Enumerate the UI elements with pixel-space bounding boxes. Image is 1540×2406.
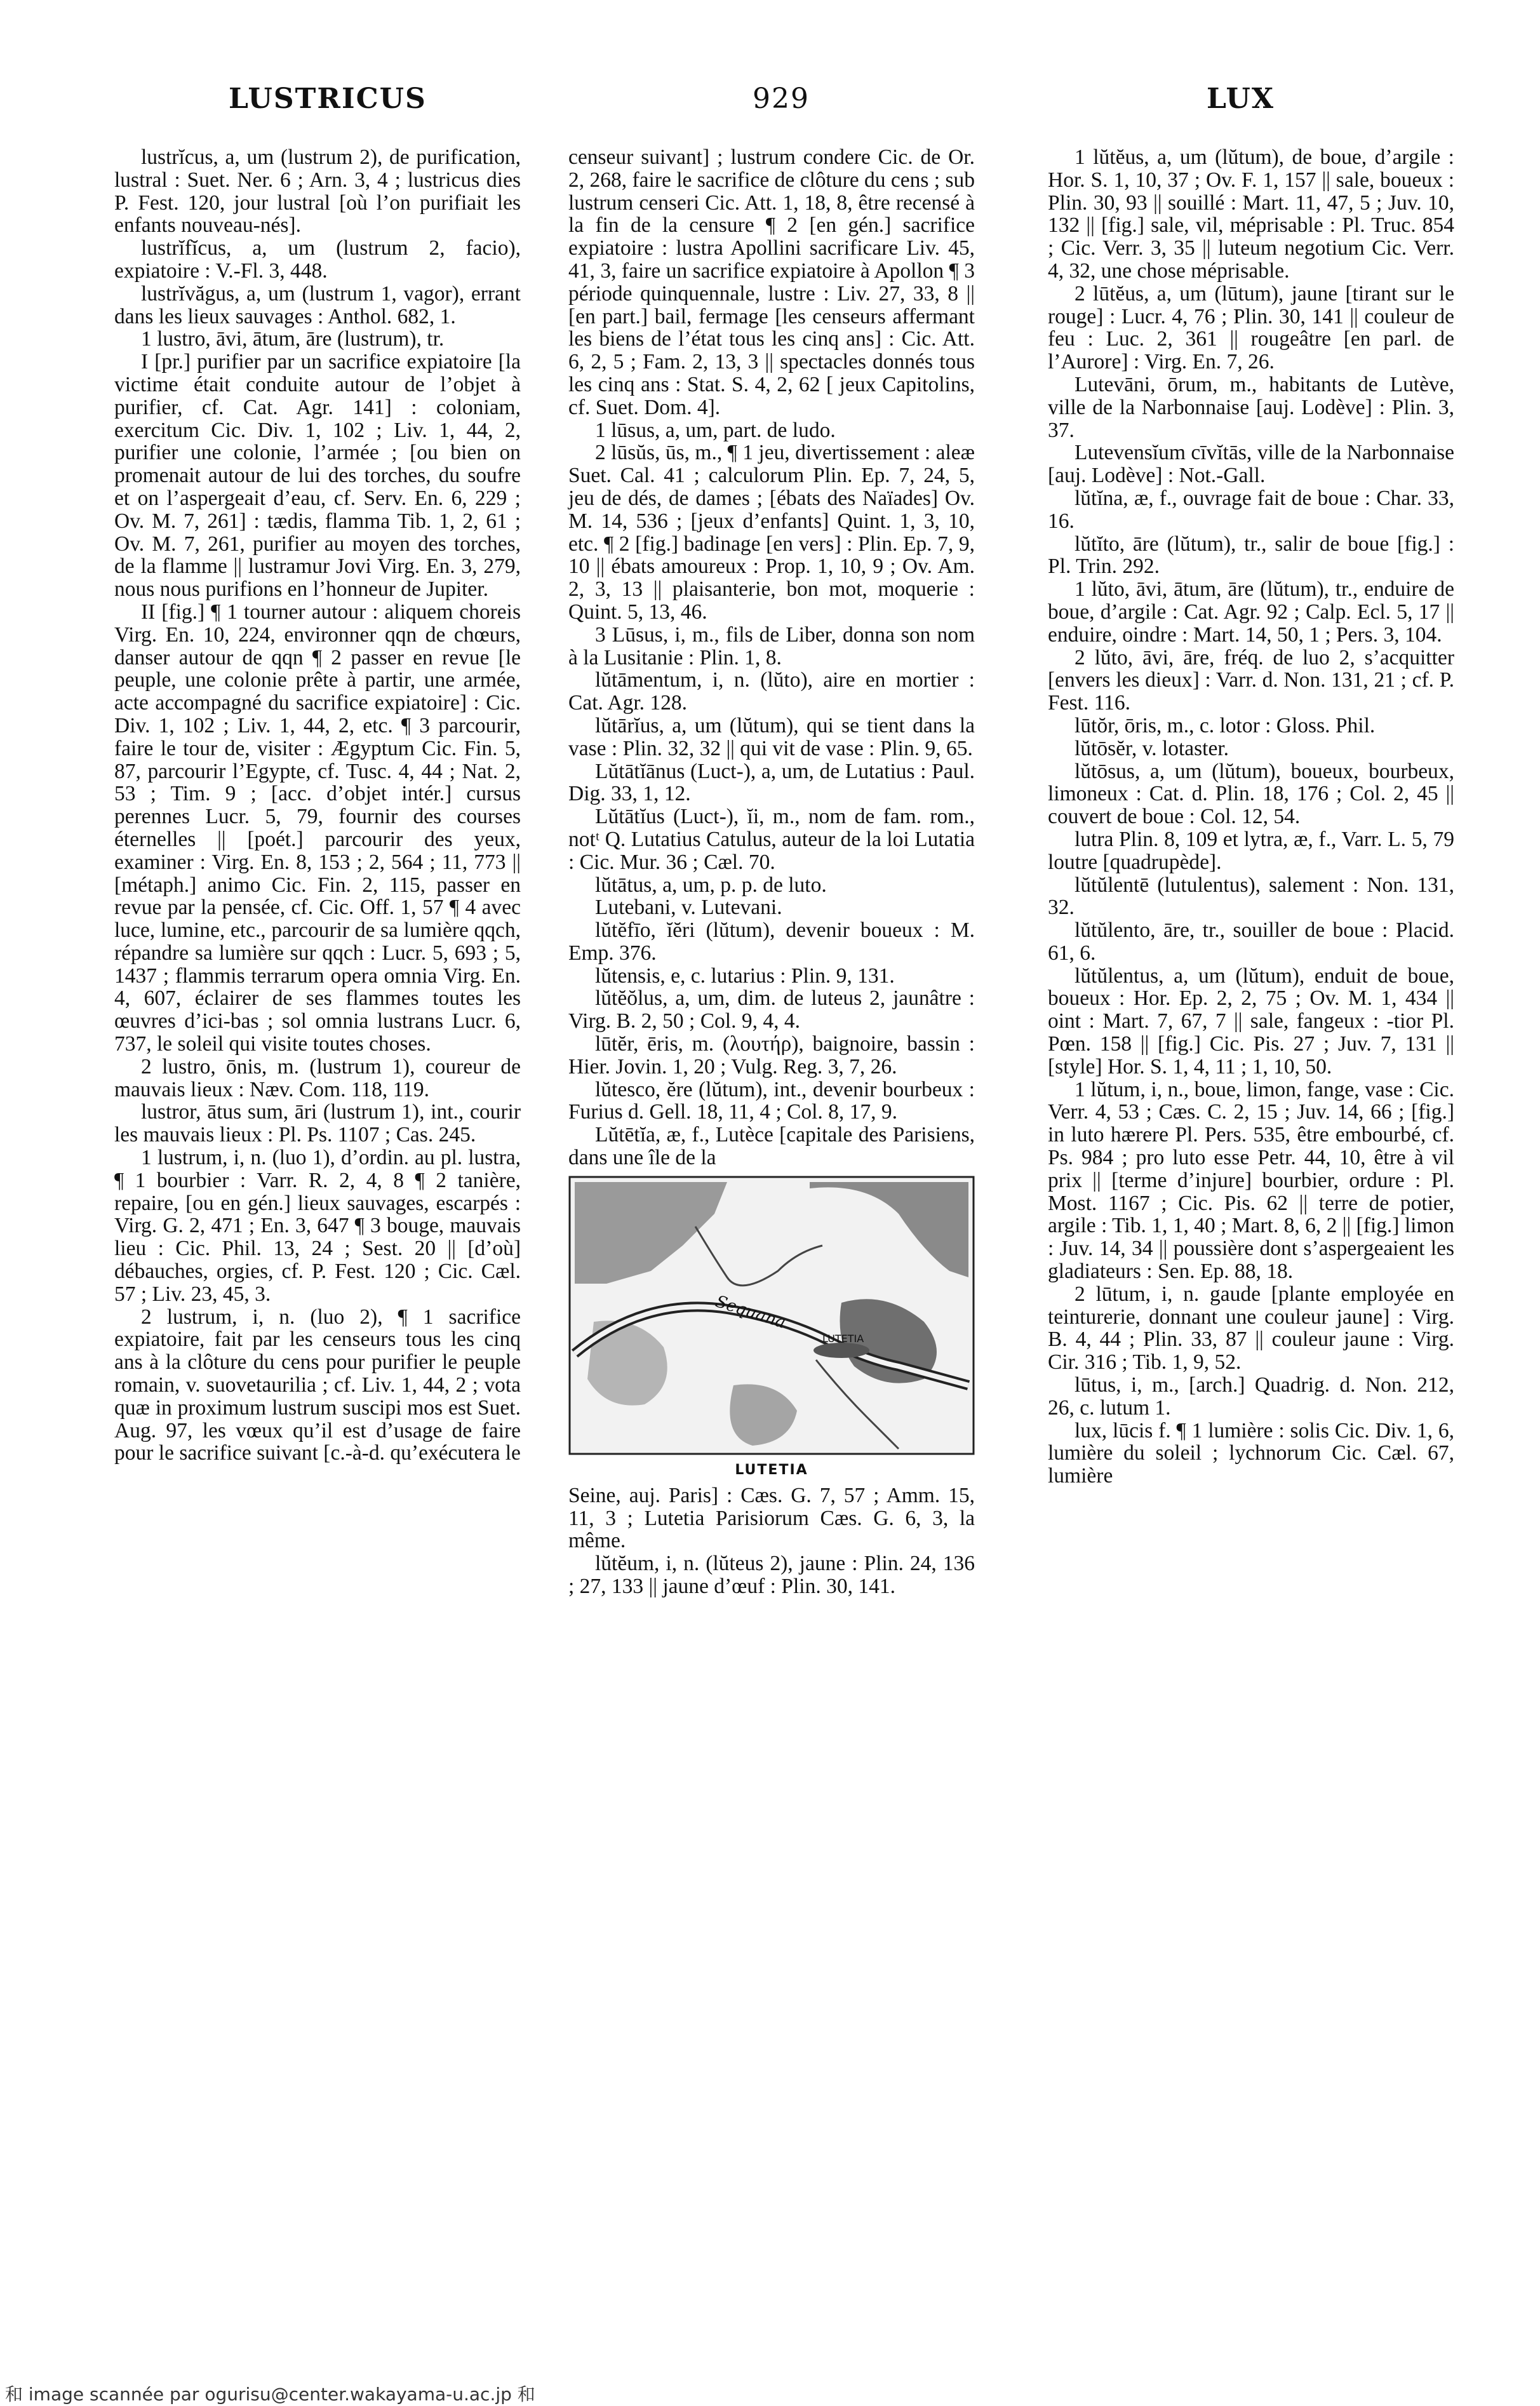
column-1: [114, 146, 521, 1465]
dictionary-entry: 2 lūtĕus, a, um (lūtum), jaune [tirant sur le rouge] : Lucr. 4, 76 ; Plin. 30, 141 || couleur de feu : Luc. 2, 361 || rougeâtre [en parl. de l’Aurore] : Virg. En. 7, 26.: [1048, 281, 1454, 374]
dictionary-entry: 1 lŭto, āvi, ātum, āre (lŭtum), tr., enduire de boue, d’argile : Cat. Agr. 92 ; Calp. Ecl. 5, 17 || enduire, oindre : Mart. 14, 50, 1 ; Pers. 3, 104.: [1048, 577, 1454, 647]
column-3: [1048, 146, 1454, 1488]
dictionary-entry: lustrĭcus, a, um (lustrum 2), de purification, lustral : Suet. Ner. 6 ; Arn. 3, 4 ; lustricus dies P. Fest. 120, jour lustral [où l’on purifiait les enfants nouveau-nés].: [114, 145, 521, 238]
scan-credit: 和 image scannée par ogurisu@center.wakayama-u.ac.jp 和: [5, 2384, 535, 2405]
dictionary-entry: 3 Lūsus, i, m., fils de Liber, donna son nom à la Lusitanie : Plin. 1, 8.: [568, 622, 975, 669]
town-label: LUTETIA: [822, 1332, 864, 1345]
dictionary-entry: lŭtensis, e, c. lutarius : Plin. 9, 131.: [595, 964, 895, 988]
dictionary-entry: Lŭtātĭānus (Luct-), a, um, de Lutatius : Paul. Dig. 33, 1, 12.: [568, 759, 975, 806]
dictionary-entry: II [fig.] ¶ 1 tourner autour : aliquem choreis Virg. En. 10, 224, environner qqn de chœurs, danser autour de qqn ¶ 2 passer en revue [le peuple, une colonie prête à partir, une armée, acte accompagné du sacrifice expiatoire] : Cic. Div. 1, 102 ; Liv. 1, 44, 2, etc. ¶ 3 parcourir, faire le tour de, visiter : Ægyptum Cic. Fin. 5, 87, parcourir l’Egypte, cf. Tusc. 4, 44 ; Nat. 2, 53 ; Tim. 9 ; [acc. d’objet intér.] cursus perennes Lucr. 5, 79, fournir des courses éternelles || [poét.] parcourir des yeux, examiner : Virg. En. 8, 153 ; 2, 564 ; 11, 773 || [métaph.] animo Cic. Fin. 2, 115, passer en revue par la pensée, cf. Cic. Off. 1, 57 ¶ 4 avec luce, lumine, etc., parcourir de sa lumière qqch, répandre sa lumière sur qqch : Lucr. 5, 693 ; 5, 1437 ; flammis terrarum opera omnia Virg. En. 4, 607, éclairer de ses flammes toutes les œuvres d’ici-bas ; sol omnia lustrans Lucr. 6, 737, le soleil qui visite toutes choses.: [114, 600, 521, 1056]
dictionary-entry: 2 lustrum, i, n. (luo 2), ¶ 1 sacrifice expiatoire, fait par les censeurs tous les cinq ans à la clôture du cens pour purifier le peuple romain, v. suovetaurilia ; cf. Liv. 1, 44, 2 ; vota quæ in proximum lustrum suscipi mos est Suet. Aug. 97, les vœux qu’il est d’usage de faire pour le sacrifice suivant [c.-à-d. qu’exécutera le: [114, 1305, 521, 1465]
dictionary-entry: lustror, ātus sum, āri (lustrum 1), int., courir les mauvais lieux : Pl. Ps. 1107 ; Cas. 245.: [114, 1100, 521, 1147]
dictionary-entry: 2 lūtum, i, n. gaude [plante employée en teinturerie, donnant une couleur jaune] : Virg. B. 4, 44 ; Plin. 33, 87 || couleur jaune : Virg. Cir. 316 ; Tib. 1, 9, 52.: [1048, 1282, 1454, 1374]
running-head-right: LUX: [1207, 83, 1275, 115]
dictionary-entry: lŭtĕfīo, ĭĕri (lŭtum), devenir boueux : M. Emp. 376.: [568, 918, 975, 965]
dictionary-entry: lŭtārĭus, a, um (lŭtum), qui se tient dans la vase : Plin. 32, 32 || qui vit de vase : Plin. 9, 65.: [568, 713, 975, 760]
dictionary-entry: 1 lŭtum, i, n., boue, limon, fange, vase : Cic. Verr. 4, 53 ; Cæs. C. 2, 15 ; Juv. 14, 66 ; [fig.] in luto hærere Pl. Pers. 535, être embourbé, cf. Ps. 984 ; pro luto esse Petr. 44, 10, être à vil prix || [terme d’injure] bourbier, ordure : Pl. Most. 1167 ; Cic. Pis. 62 || terre de potier, argile : Tib. 1, 1, 40 ; Mart. 8, 6, 2 || [fig.] limon : Juv. 14, 34 || poussière dont s’aspergeaient les gladiateurs : Sen. Ep. 88, 18.: [1048, 1077, 1454, 1284]
dictionary-entry: Lutebani, v. Lutevani.: [595, 896, 782, 920]
dictionary-entry: lŭtŭlentē (lutulentus), salement : Non. 131, 32.: [1048, 873, 1454, 920]
dictionary-entry: 2 lūsŭs, ūs, m., ¶ 1 jeu, divertissement : aleæ Suet. Cal. 41 ; calculorum Plin. Ep. 7, 24, 5, jeu de dés, de dames ; [ébats des Naïades] Ov. M. 14, 536 ; [jeux d’enfants] Quint. 1, 3, 10, etc. ¶ 2 [fig.] badinage [en vers] : Plin. Ep. 7, 9, 10 || ébats amoureux : Prop. 1, 10, 9 ; Ov. Am. 2, 3, 13 || plaisanterie, bon mot, moquerie : Quint. 5, 13, 46.: [568, 441, 975, 624]
dictionary-entry: Lutevāni, ōrum, m., habitants de Lutève, ville de la Narbonnaise [auj. Lodève] : Plin. 3, 37.: [1048, 372, 1454, 442]
dictionary-entry: lŭtĕum, i, n. (lŭteus 2), jaune : Plin. 24, 136 ; 27, 133 || jaune d’œuf : Plin. 30, 141.: [568, 1552, 975, 1599]
dictionary-entry: 2 lustro, ōnis, m. (lustrum 1), coureur de mauvais lieux : Næv. Com. 118, 119.: [114, 1054, 521, 1101]
dictionary-entry: 1 lūsus, a, um, part. de ludo.: [595, 418, 836, 442]
dictionary-entry: lux, lūcis f. ¶ 1 lumière : solis Cic. Div. 1, 6, lumière du soleil ; lychnorum Cic. Cæl. 67, lumière: [1048, 1418, 1454, 1488]
dictionary-entry: I [pr.] purifier par un sacrifice expiatoire [la victime était conduite autour de l’objet à purifier, cf. Cat. Agr. 141] : coloniam, exercitum Cic. Div. 1, 102 ; Liv. 1, 44, 2, purifier une colonie, l’armée ; [ou bien on promenait autour de lui des torches, du soufre et on l’aspergeait d’eau, cf. Serv. En. 6, 229 ; Ov. M. 7, 261] : tædis, flamma Tib. 1, 2, 61 ; Ov. M. 7, 261, purifier au moyen des torches, de la flamme || lustramur Jovi Virg. En. 3, 279, nous nous purifions en l’honneur de Jupiter.: [114, 350, 521, 602]
dictionary-entry: lŭtĭto, āre (lŭtum), tr., salir de boue [fig.] : Pl. Trin. 292.: [1048, 532, 1454, 579]
dictionary-entry: lŭtŭlento, āre, tr., souiller de boue : Placid. 61, 6.: [1048, 918, 1454, 965]
dictionary-entry: lustrĭfĭcus, a, um (lustrum 2, facio), expiatoire : V.-Fl. 3, 448.: [114, 236, 521, 283]
dictionary-entry: Lŭtātĭus (Luct-), ĭi, m., nom de fam. rom., notᵗ Q. Lutatius Catulus, auteur de la loi Lutatia : Cic. Mur. 36 ; Cæl. 70.: [568, 805, 975, 874]
running-head-left: LUSTRICUS: [229, 83, 427, 115]
dictionary-entry: lŭtātus, a, um, p. p. de luto.: [595, 873, 827, 897]
dictionary-entry: lutra Plin. 8, 109 et lytra, æ, f., Varr. L. 5, 79 loutre [quadrupède].: [1048, 827, 1454, 874]
dictionary-entry: lūtŏr, ōris, m., c. lotor : Gloss. Phil.: [1075, 713, 1376, 737]
dictionary-entry: lŭtāmentum, i, n. (lŭto), aire en mortier : Cat. Agr. 128.: [568, 668, 975, 715]
dictionary-entry: censeur suivant] ; lustrum condere Cic. de Or. 2, 268, faire le sacrifice de clôture du cens ; sub lustrum censeri Cic. Att. 1, 18, 8, être recensé à la fin de la censure ¶ 2 [en gén.] sacrifice expiatoire : lustra Apollini sacrificare Liv. 45, 41, 3, faire un sacrifice expiatoire à Apollon ¶ 3 période quinquennale, lustre : Liv. 27, 33, 8 || [en part.] bail, fermage [les censeurs affermant les biens de l’état tous les cinq ans] : Cic. Att. 6, 2, 5 ; Fam. 2, 13, 3 || spectacles donnés tous les cinq ans : Stat. S. 4, 2, 62 [ jeux Capitolins, cf. Suet. Dom. 4].: [568, 145, 975, 419]
dictionary-entry: lustrĭvăgus, a, um (lustrum 1, vagor), errant dans les lieux sauvages : Anthol. 682, 1.: [114, 281, 521, 328]
dictionary-entry: 2 lŭto, āvi, āre, fréq. de luo 2, s’acquitter [envers les dieux] : Varr. d. Non. 131, 21 ; cf. P. Fest. 116.: [1048, 645, 1454, 715]
dictionary-entry: 1 lustro, āvi, ātum, āre (lustrum), tr.: [141, 327, 445, 351]
column-2: [568, 146, 975, 1598]
dictionary-entry: lŭtōsĕr, v. lotaster.: [1075, 736, 1229, 760]
dictionary-entry: 1 lustrum, i, n. (luo 1), d’ordin. au pl. lustra, ¶ 1 bourbier : Varr. R. 2, 4, 8 ¶ 2 tanière, repaire, [ou en gén.] lieux sauvages, escarpés : Virg. G. 2, 471 ; En. 3, 647 ¶ 3 bouge, mauvais lieu : Cic. Phil. 13, 24 ; Sest. 20 || [d’où] débauches, orgies, cf. P. Fest. 120 ; Cic. Cæl. 57 ; Liv. 23, 45, 3.: [114, 1146, 521, 1306]
dictionary-entry: lūtĕr, ēris, m. (λουτήρ), baignoire, bassin : Hier. Jovin. 1, 20 ; Vulg. Reg. 3, 7, 26.: [568, 1032, 975, 1079]
river-label: Sequana: [713, 1291, 788, 1333]
dictionary-entry: Lutevensĭum cīvĭtās, ville de la Narbonnaise [auj. Lodève] : Not.-Gall.: [1048, 441, 1454, 488]
dictionary-entry: Seine, auj. Paris] : Cæs. G. 7, 57 ; Amm. 15, 11, 3 ; Lutetia Parisiorum Cæs. G. 6, 3, la même.: [568, 1483, 975, 1553]
dictionary-entry: lūtus, i, m., [arch.] Quadrig. d. Non. 212, 26, c. lutum 1.: [1048, 1373, 1454, 1420]
figure-caption: LUTETIA: [735, 1462, 808, 1478]
dictionary-entry: lŭtesco, ĕre (lŭtum), int., devenir bourbeux : Furius d. Gell. 18, 11, 4 ; Col. 8, 17, 9.: [568, 1077, 975, 1124]
lutetia-map-figure: [568, 1176, 975, 1481]
lutetia-map: [568, 1176, 975, 1455]
dictionary-entry: lŭtĭna, æ, f., ouvrage fait de boue : Char. 33, 16.: [1048, 486, 1454, 533]
page-number: 929: [753, 83, 810, 115]
dictionary-entry: 1 lŭtĕus, a, um (lŭtum), de boue, d’argile : Hor. S. 1, 10, 37 ; Ov. F. 1, 157 || sale, boueux : Plin. 30, 93 || souillé : Mart. 11, 47, 5 ; Juv. 10, 132 || [fig.] sale, vil, méprisable : Pl. Truc. 854 ; Cic. Verr. 3, 35 || luteum negotium Cic. Verr. 4, 32, une chose méprisable.: [1048, 145, 1454, 283]
dictionary-entry: Lŭtētĭa, æ, f., Lutèce [capitale des Parisiens, dans une île de la: [568, 1123, 975, 1170]
dictionary-entry: lŭtĕŏlus, a, um, dim. de luteus 2, jaunâtre : Virg. B. 2, 50 ; Col. 9, 4, 4.: [568, 986, 975, 1033]
dictionary-entry: lŭtŭlentus, a, um (lŭtum), enduit de boue, boueux : Hor. Ep. 2, 2, 75 ; Ov. M. 1, 434 || oint : Mart. 7, 67, 7 || sale, fangeux : -tior Pl. Pœn. 158 || [fig.] Cic. Pis. 27 ; Juv. 7, 131 || [style] Hor. S. 1, 4, 11 ; 1, 10, 50.: [1048, 964, 1454, 1079]
dictionary-entry: lŭtōsus, a, um (lŭtum), boueux, bourbeux, limoneux : Cat. d. Plin. 18, 176 ; Col. 2, 45 || couvert de boue : Col. 12, 54.: [1048, 759, 1454, 829]
